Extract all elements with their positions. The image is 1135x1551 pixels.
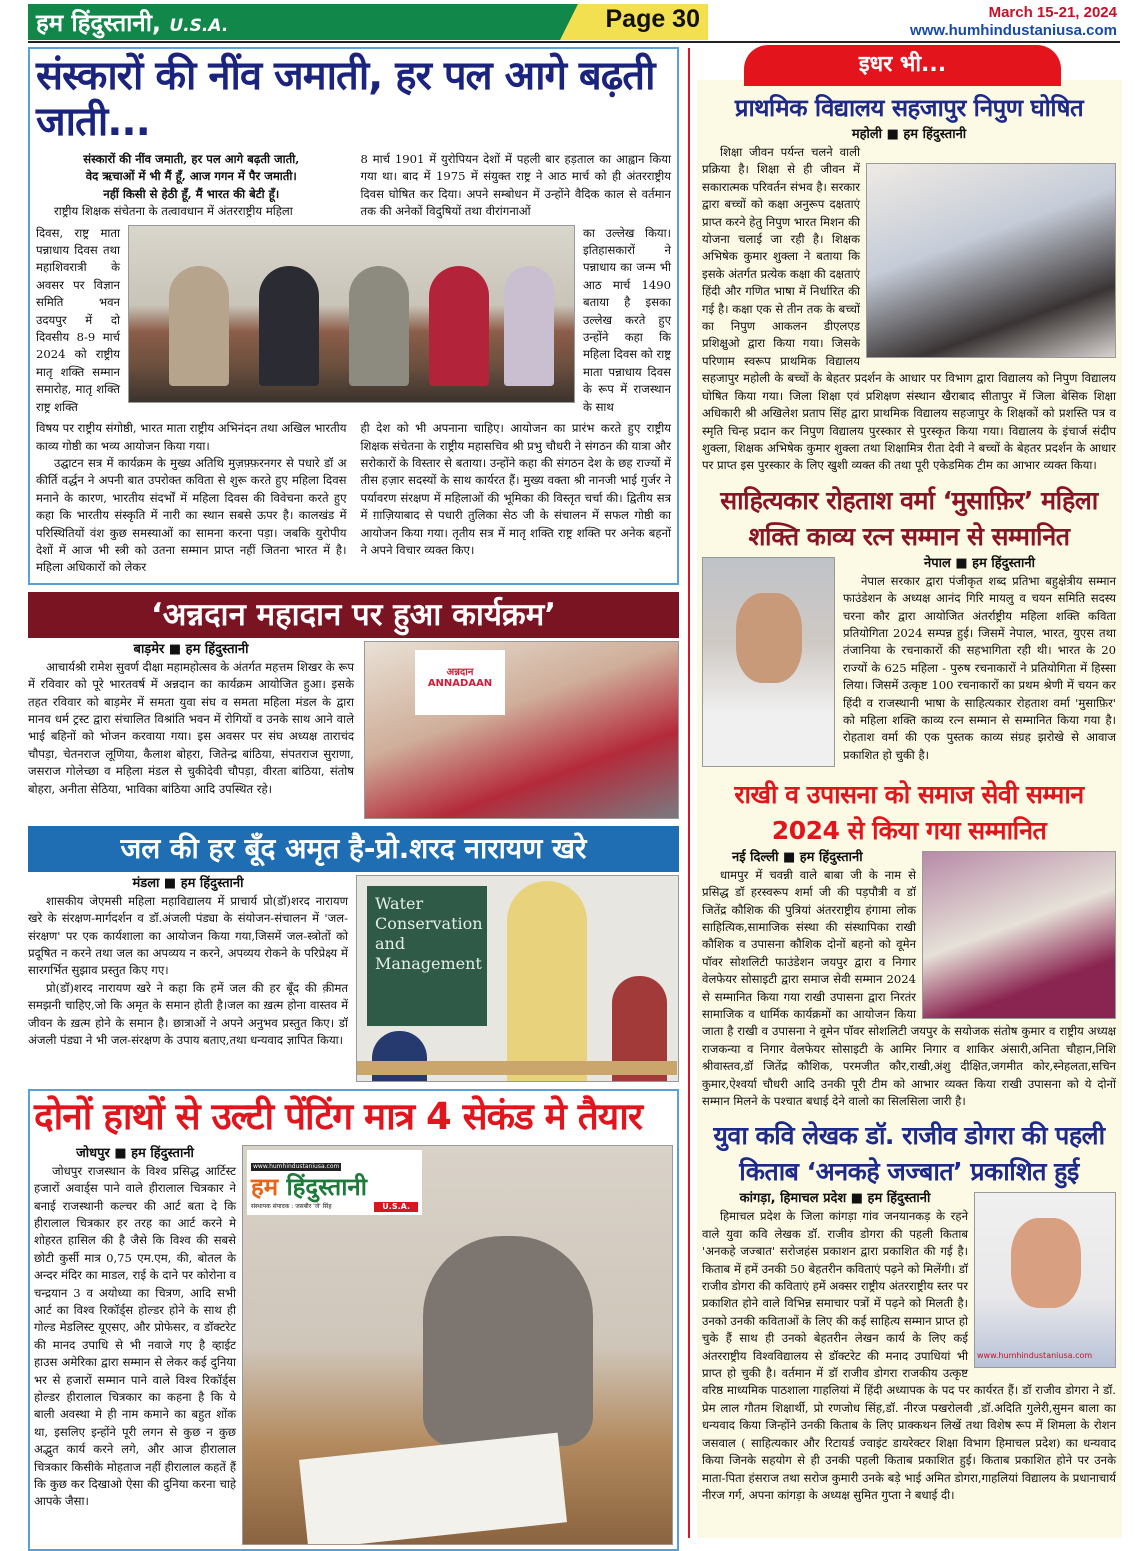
masthead <box>36 6 228 39</box>
side-section-tab: इधर भी... <box>744 45 1061 86</box>
byline: नेपाल ■ हम हिंदुस्तानी <box>924 555 1035 571</box>
logo-editor: संस्थापक संपादक : जसबीर 'जे' सिंह <box>251 1203 332 1211</box>
article-title: जल की हर बूँद अमृत है-प्रो.शरद नारायण खरे <box>28 826 679 872</box>
side-article-rakhi <box>702 777 1116 1111</box>
byline: कांगड़ा, हिमाचल प्रदेश ■ हम हिंदुस्तानी <box>739 1191 931 1207</box>
paragraph: राष्ट्रीय शिक्षक संचेतना के तत्वावधान में अंतरराष्ट्रीय महिला <box>54 204 293 219</box>
person <box>349 266 409 386</box>
person <box>504 266 554 386</box>
issue-date: March 15-21, 2024 <box>988 4 1117 21</box>
paragraph: दिवस, राष्ट्र माता पन्नाधाय दिवस तथा महाशिवरात्री के अवसर पर विज्ञान समिति भवन उदयपुर में दो दिवसीय 8-9 मार्च 2024 को राष्ट्रीय मातृ शक्ति सम्मान समारोह, मातृ शक्ति राष्ट्र शक्ति <box>36 225 120 414</box>
newspaper-logo <box>247 1150 422 1215</box>
paragraph: नेपाल सरकार द्वारा पंजीकृत शब्द प्रतिभा बहुक्षेत्रीय सम्मान फाउंडेशन के अध्यक्ष आनंद गिरि मायलु व चयन समिति सदस्य चरना कौर द्वारा आयोजित अंतर्राष्ट्रीय महिला शक्ति कविता प्रतियोगिता 2024 सम्पन्न हुई। जिसमें नेपाल, भारत, युएस तथा तंजानिया के रचनाकारों की सहभागिता रही थी। भारत के 20 राज्यों के 625 महिला - पुरुष रचनाकारों ने प्रतियोगिता में हिस्सा लिया। जिसमें उत्कृष्ट 100 रचनाकारों का प्रथम श्रेणी में चयन कर हिंदी व राजस्थानी भाषा के साहित्यकार रोहताश वर्मा 'मुसाफ़िर' को महिला शक्ति काव्य रत्न सम्मान से सम्मानित किया गया है। रोहताश वर्मा की एक पुस्तक काव्य संग्रह झरोखे से आवाज प्रकाशित हो चुकी है। <box>843 573 1116 762</box>
paragraph: उद्घाटन सत्र में कार्यक्रम के मुख्य अतिथि मुज़फ़्फ़रनगर से पधारे डॉ अ कीर्ति वर्द्धन ने अपनी बात उपरोक्त कविता से शुरू करते हुए महिला दिवस मनाने के कारण, भारतीय संदर्भों में महिला दिवस की विवेचना करते हुए कहा कि भारतीय संस्कृति में नारी का स्थान सबसे ऊपर है। कालखंड में परिस्थितियों वंश कुछ समस्याओं का सामना करना पड़ा। जबकि युरोपीय देशों में आज भी स्त्री को उतना सम्मान प्राप्त नहीं जितना भारत में है। महिला अधिकारों को लेकर <box>36 455 347 575</box>
person <box>429 266 489 386</box>
water-workshop-photo <box>356 875 679 1082</box>
header-rule <box>28 41 1120 43</box>
speaker <box>507 881 587 1082</box>
paragraph: 8 मार्च 1901 में युरोपियन देशों में पहली बार हड़ताल का आह्वान किया गया था। बाद में 1975 में संयुक्त राष्ट्र ने आठ मार्च को ही अंतरराष्ट्रीय दिवस घोषित कर दिया। अपने सम्बोधन में उन्होंने वैदिक काल से वर्तमान तक की अनेकों विदुषियों तथा वीरांगनाओं <box>360 152 671 219</box>
byline: मंडला ■ हम हिंदुस्तानी <box>132 875 244 891</box>
article-title: ‘अन्नदान महादान पर हुआ कार्यक्रम’ <box>28 592 679 638</box>
person <box>259 266 319 386</box>
award-photo <box>922 851 1116 1019</box>
left-column <box>28 47 679 1551</box>
group-photo <box>128 225 575 403</box>
article-title: प्राथमिक विद्यालय सहजापुर निपुण घोषित <box>734 94 1084 122</box>
website-link[interactable]: www.humhindustaniusa.com <box>910 22 1117 39</box>
paragraph: शिक्षा जीवन पर्यन्त चलने वाली प्रक्रिया है। शिक्षा से ही जीवन में सकारात्मक परिवर्तन संभव है। सरकार द्वारा बच्चों को कक्षा अनुरूप दक्षताएं प्राप्त करने हेतु निपुण भारत मिशन की योजना चलाई जा रही है। शिक्षक अभिषेक कुमार शुक्ला ने बताया कि इसके अंतर्गत प्रत्येक कक्षा की दक्षताएं हिंदी और गणित भाषा में निर्धारित की गई है। कक्षा एक से तीन तक के बच्चों का निपुण आकलन डीएलएड प्रशिक्षुओ द्वारा किया गया। जिसके परिणाम स्वरूप प्राथमिक विद्यालय सहजापुर महोली के बच्चों के बेहतर प्रदर्शन के आधार पर विभाग द्वारा विद्यालय को निपुण विद्यालय घोषित किया गया। जिला शिक्षा एवं प्रशिक्षण संस्थान खैराबाद सीतापुर में जिला बेसिक शिक्षा अधिकारी श्री अखिलेश प्रताप सिंह द्वारा प्राथमिक विद्यालय सहजापुर के शिक्षकों को प्रशस्ति पत्र व स्मृति चिन्ह प्रदान कर निपुण विद्यालय पुरस्कार से पुरस्कृत किया गया। विद्यालय के इंचार्ज संदीप शुक्ला, शिक्षक अभिषेक कुमार शुक्ला तथा शिक्षामित्र रीता देवी ने बच्चों के बेहतर प्रदर्शन के आधार पर प्राप्त इस पुरस्कार के लिए खुशी व्यक्त की तथा पूरी एकेडमिक टीम का आभार व्यक्त किया। <box>702 145 1116 473</box>
chalkboard: Water Conservation and Management <box>367 886 487 1026</box>
paragraph: जोधपुर राजस्थान के विश्व प्रसिद्ध आर्टिस्ट हजारों अवार्ड्स पाने वाले हीरालाल चित्रकार ने बनाई राजस्थानी कल्चर की आर्ट बता दे कि हीरालाल चित्रकार हर तरह का आर्ट करने मे शोहरत हासिल की है जैसे कि विश्व की सबसे छोटी कुर्सी मात्र 0,75 एम.एम, की, बोतल के अन्दर मंदिर का माडल, राई के दाने पर कोरोना व चन्द्रयान 3 व अयोध्या का चित्रण, आदि सभी आर्ट का विश्व रिकॉर्ड्स होल्डर होने के साथ ही गोल्ड मेडलिस्ट यूएसए, और प्रोफेसर, व डॉक्टरेट की मानद उपाधि से भी नवाजे गए है व्हाईट हाउस अमेरिका द्वारा सम्मान से लेकर कई दुनिया भर से हजारों सम्मान पाने वाले विश्व रिकॉर्ड्स होल्डर हीरालाल चित्रकार का कहना है कि ये बाली अवस्था मे ही नाम कमाने का बहुत शोंक था, इसलिए इन्होंने पूरी लगन से कुछ न कुछ अद्भुत कार्य करने लगे, और आज हीरालाल चित्रकार किसीके मोहताज नहीं हीरालाल कहतें हैं कि कुछ कर दिखाओ ऐसा की दुनिया करना चाहे आपके जैसा। <box>34 1163 236 1509</box>
article-title: साहित्यकार रोहताश वर्मा ‘मुसाफ़िर’ महिला शक्ति काव्य रत्न सम्मान से सम्मानित <box>720 485 1098 551</box>
right-column <box>702 90 1116 1504</box>
portrait-photo <box>702 557 835 767</box>
logo-usa: U.S.A. <box>374 1202 418 1212</box>
artist <box>423 1236 593 1446</box>
desk <box>357 1061 677 1075</box>
paragraph: प्रो(डॉ)शरद नारायण खरे ने कहा कि हमें जल की हर बूँद की क़ीमत समझनी चाहिए,जो कि अमृत के समान होती है।जल का ख़त्म होना वास्तव में जीवन के ख़त्म होने के समान है। छात्राओं ने अपने अनुभव प्रस्तुत किए। डॉ अंजली पंड्या ने भी जल-संरक्षण के उपाय बताए,तथा धन्यवाद ज्ञापित किया। <box>28 980 348 1047</box>
face <box>736 593 802 683</box>
logo-hindustani: हिंदुस्तानी <box>286 1172 367 1201</box>
article-title: राखी व उपासना को समाज सेवी सम्मान 2024 से किया गया सम्मानित <box>734 779 1084 845</box>
paragraph: विषय पर राष्ट्रीय संगोष्ठी, भारत माता राष्ट्रीय अभिनंदन तथा अखिल भारतीय काव्य गोष्ठी का भव्य आयोजन किया गया। <box>36 421 347 453</box>
column-divider <box>688 48 690 1538</box>
masthead-title: हम हिंदुस्तानी, <box>36 9 162 37</box>
article-title: संस्कारों की नींव जमाती, हर पल आगे बढ़ती जाती... <box>36 53 655 145</box>
side-article-rohtash <box>702 483 1116 769</box>
paragraph: हिमाचल प्रदेश के जिला कांगड़ा गांव जनयानकड़ के रहने वाले युवा कवि लेखक डॉ. राजीव डोगरा की पहली किताब 'अनकहे जज्बात' सरोजहंस प्रकाशन द्वारा प्रकाशित की गई है। किताब में हमें उनकी 50 बेहतरीन कविताएं पढ़ने को मिलेंगी। डॉ राजीव डोगरा की कविताएं हमें अक्सर राष्ट्रीय अंतरराष्ट्रीय स्तर पर प्रकाशित होने वाले विभिन्न समाचार पत्रों में पढ़ने को मिलती है। उनको उनकी कविताओं के लिए की कई साहित्य सम्मान प्राप्त हो चुके हैं साथ ही उनको बेहतरीन लेखन कार्य के लिए कई अंतरराष्ट्रीय विश्वविद्यालय से डॉक्टरेट की मनाद उपाधियां भी प्राप्त हो चुकी है। वर्तमान में डॉ राजीव डोगरा राजकीय उत्कृष्ट वरिष्ठ माध्यमिक पाठशाला गाहलियां में हिंदी अध्यापक के पद पर कार्यरत हैं। डॉ राजीव डोगरा ने डॉ. प्रेम लाल गौतम शिक्षार्थी, प्रो रणजोध सिंह,डॉ. नीरज पखरोलवी ,डॉ.अदिति गुलेरी,सुमन बाला का धन्यवाद किया जिन्होंने उनकी किताब के लिए प्राक्कथन लिखें तथा विशेष रूप में शिमला के रोशन जसवाल ( साहित्यकार और रिटायर्ड ज्वाइंट डायरेक्टर शिक्षा विभाग हिमाचल प्रदेश) का धन्यवाद किया जिनके सहयोग से ही उनकी पहली किताब प्रकाशित हुई। किताब प्रकाशित होने पर उनके माता-पिता हंसराज तथा सरोज कुमारी उनके बड़े भाई अमित डोगरा,गाहलियां विद्यालय के प्रधानाचार्य नीरज गर्ग, अपना कांगड़ा के अध्यक्ष सुमित गुप्ता ने बधाई दी। <box>702 1209 1116 1502</box>
side-article-dogra <box>702 1118 1116 1504</box>
logo-url: www.humhindustaniusa.com <box>253 1162 340 1170</box>
article-left-bottom <box>36 420 347 577</box>
page-number: Page 30 <box>605 5 700 33</box>
article-body <box>34 1145 236 1545</box>
byline: नई दिल्ली ■ हम हिंदुस्तानी <box>732 849 863 865</box>
poem-line: संस्कारों की नींव जमाती, हर पल आगे बढ़ती जाती, <box>83 152 300 166</box>
poem-line: नहीं किसी से हेठी हूँ, मैं भारत की बेटी हूँ। <box>103 186 280 201</box>
paper-sheet <box>299 1432 567 1544</box>
paragraph: धामपुर में चवन्नी वाले बाबा जी के नाम से प्रसिद्ध डॉ हरस्वरूप शर्मा जी की पड़पौत्री व डॉ जितेंद्र कौशिक की पुत्रियां अंतरराष्ट्रीय हंगामा लोक साहित्यिक,सामाजिक संस्था की संस्थापिका राखी कौशिक व उपासना कौशिक दोनों बहनो को वूमेन पॉवर सोशलिटी फाउंडेशन जयपुर द्वारा व निगार वेलफेयर सोसाइटी द्वारा समाज सेवी सम्मान 2024 से सम्मानित किया गया राखी उपासना द्वारा निरतंर सामाजिक व धार्मिक कार्यक्रमों का आयोजन किया जाता है राखी व उपासना ने वूमेन पॉवर सोशलिटी जयपुर के सयोजक संतोष कुमार व राष्ट्रीय अध्यक्ष राजकन्या व निगार वेलफेयर सोसाइटी के आमिर निगार व शाकिर अंसारी,अनिता चौहान,निशि श्रीवास्तव,डॉ जितेंद्र कौशिक, परमजीत कौर,राखी,अंशु दीक्षित,जगमीत कोर,स्नेहलता,सचिन कुमार,ऐश्वर्या चौधरी आदि उनकी पूरी टीम को आभार व्यक्त किया राखी उपासना को ये दोनों सम्मान मिलने के पश्चात बधाई देने वालो का सिलसिला जारी है। <box>702 867 1116 1108</box>
paragraph: ही देश को भी अपनाना चाहिए। आयोजन का प्रारंभ करते हुए राष्ट्रीय शिक्षक संचेतना के राष्ट्रीय महासचिव श्री प्रभु चौधरी ने संगठन की यात्रा और सरोकारों के विस्तार से बताया। उन्होंने कहा की संगठन देश के छह राज्यों में तीस हज़ार सदस्यों के साथ कार्यरत हैं। मुख्य वक्ता श्री नानजी भाई गुर्जर ने पर्यावरण संरक्षण में महिलाओं की भूमिका की विस्तृत चर्चा की। द्वितीय सत्र में ग़ाज़ियाबाद से पधारी तुलिका सेठ जी के संचालन में सफल गोष्ठी का आयोजन किया गया। तृतीय सत्र में मातृ शक्ति राष्ट्र शक्ति पर अनेक बहनों ने अपने विचार व्यक्त किए। <box>360 421 671 557</box>
article-painting <box>28 1089 679 1551</box>
article-water <box>28 826 679 1082</box>
byline: महोली ■ हम हिंदुस्तानी <box>851 127 967 142</box>
poem <box>36 151 347 203</box>
paragraph: शासकीय जेएमसी महिला महाविद्यालय में प्राचार्य प्रो(डॉ)शरद नारायण खरे के संरक्षण-मार्गदर्शन व डॉ.अंजली पंड्या के संयोजन-संचालन में 'जल-संरक्षण' पर एक कार्यशाला का आयोजन किया गया,जिसमें जल-स्त्रोतों को प्रदूषित न करने तथा जल का अपव्यय न करने, अपव्यय रोकने के परिप्रेक्ष्य में सारगर्भित सुझाव प्रस्तुत किए गए। <box>28 893 348 978</box>
artist-photo <box>242 1145 673 1545</box>
article-title: युवा कवि लेखक डॉ. राजीव डोगरा की पहली किताब ‘अनकहे जज्बात’ प्रकाशित हुई <box>713 1121 1105 1187</box>
paragraph: का उल्लेख किया। इतिहासकारों ने पन्नाधाय का जन्म भी आठ मार्च 1490 बताया है इसका उल्लेख करते हुए उन्होंने कहा कि महिला दिवस को राष्ट्र माता पन्नाधाय दिवस के रूप में राजस्थान के साथ <box>583 225 671 414</box>
annadan-photo <box>364 641 679 819</box>
award-photo <box>866 163 1116 358</box>
poem-line: वेद ऋचाओं में भी मैं हूँ, आज गगन में पैर जमाती। <box>85 169 297 184</box>
masthead-usa: U.S.A. <box>169 16 229 36</box>
side-article-nipun <box>702 90 1116 475</box>
portrait-photo <box>974 1192 1116 1368</box>
article-left-top <box>36 151 347 221</box>
face <box>1011 1218 1081 1308</box>
paragraph: आचार्यश्री रामेश सुवर्ण दीक्षा महामहोत्सव के अंतर्गत महत्तम शिखर के रूप में रविवार को पूरे भारतवर्ष में अन्नदान का कार्यक्रम आयोजित हुआ। इसके तहत रविवार को बाड़मेर में समता युवा संघ व समता महिला मंडल के द्वारा मानव धर्म ट्रस्ट द्वारा संचालित विश्रांति भवन में रोगियों व उनके साथ आने वाले भाई बहिनों को भोजन करवाया गया। इस अवसर पर संघ अध्यक्ष ताराचंद चौपड़ा, चेतनराज लूणिया, कैलाश बोहरा, जितेन्द्र बांठिया, संपतराज सुराणा, जसराज गोलेच्छा व महिला मंडल से चुकीदेवी चौपड़ा, वीरता बांठिया, संतोष बोहरा, अनीता सेठिया, भाविका बांठिया आदि उपस्थित रहे। <box>28 659 354 796</box>
logo-ham: हम <box>251 1172 279 1201</box>
article-title: दोनों हाथों से उल्टी पेंटिंग मात्र 4 सेकंड मे तैयार <box>34 1094 642 1138</box>
article-annadan <box>28 592 679 819</box>
person <box>169 266 229 386</box>
byline: जोधपुर ■ हम हिंदुस्तानी <box>76 1145 194 1161</box>
photo-watermark: www.humhindustaniusa.com <box>977 1351 1093 1361</box>
article-sanskar <box>28 47 679 585</box>
annadan-banner: अन्नदान ANNADAAN <box>415 650 505 715</box>
logo-text <box>251 1172 418 1202</box>
byline: बाड़मेर ■ हम हिंदुस्तानी <box>133 641 249 657</box>
